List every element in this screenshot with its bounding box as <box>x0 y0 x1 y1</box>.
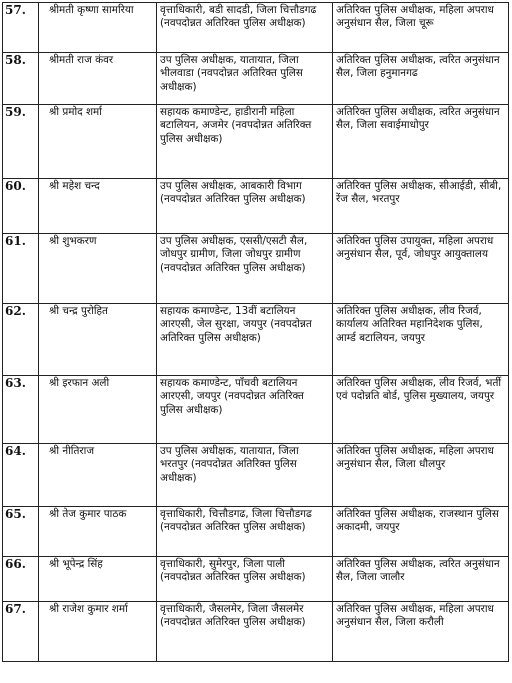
row-number: 59. <box>3 105 39 179</box>
current-posting: वृत्ताधिकारी, सुमेरपुर, जिला पाली (नवपदोन्नत अतिरिक्त पुलिस अधीक्षक) <box>157 557 333 602</box>
current-posting: वृत्ताधिकारी, बडी सादडी, जिला चित्तौडगढ (नवपदोन्नत अतिरिक्त पुलिस अधीक्षक) <box>157 3 333 53</box>
officer-name: श्री इरफान अली <box>39 376 157 444</box>
row-number: 62. <box>3 304 39 376</box>
new-posting: अतिरिक्त पुलिस अधीक्षक, लीव रिजर्व, कार्यालय अतिरिक्त महानिदेशक पुलिस, आर्म्ड बटालियन, जयपुर <box>333 304 509 376</box>
current-posting: सहायक कमाण्डेन्ट, पाँचवी बटालियन आरएसी, जयपुर (नवपदोन्नत अतिरिक्त पुलिस अधीक्षक) <box>157 376 333 444</box>
officer-name: श्रीमती राज कंवर <box>39 53 157 105</box>
row-number: 57. <box>3 3 39 53</box>
table-row <box>3 105 509 179</box>
table-row <box>3 179 509 234</box>
current-posting: वृत्ताधिकारी, जैसलमेर, जिला जैसलमेर (नवपदोन्नत अतिरिक्त पुलिस अधीक्षक) <box>157 602 333 662</box>
row-number: 66. <box>3 557 39 602</box>
new-posting: अतिरिक्त पुलिस अधीक्षक, महिला अपराध अनुसंधान सैल, जिला चूरू <box>333 3 509 53</box>
current-posting: उप पुलिस अधीक्षक, आबकारी विभाग (नवपदोन्नत अतिरिक्त पुलिस अधीक्षक) <box>157 179 333 234</box>
officer-name: श्रीमती कृष्णा सामरिया <box>39 3 157 53</box>
current-posting: सहायक कमाण्डेन्ट, हाडीरानी महिला बटालियन, अजमेर (नवपदोन्नत अतिरिक्त पुलिस अधीक्षक) <box>157 105 333 179</box>
table-row <box>3 234 509 304</box>
row-number: 58. <box>3 53 39 105</box>
new-posting: अतिरिक्त पुलिस अधीक्षक, सीआईडी, सीबी, रेंज सैल, भरतपुर <box>333 179 509 234</box>
new-posting: अतिरिक्त पुलिस अधीक्षक, लीव रिजर्व, भर्ती एवं पदोन्नति बोर्ड, पुलिस मुख्यालय, जयपुर <box>333 376 509 444</box>
table-row <box>3 3 509 53</box>
new-posting: अतिरिक्त पुलिस अधीक्षक, त्वरित अनुसंधान सैल, जिला हनुमानगढ <box>333 53 509 105</box>
table-row <box>3 444 509 507</box>
new-posting: अतिरिक्त पुलिस अधीक्षक, राजस्थान पुलिस अकादमी, जयपुर <box>333 507 509 557</box>
officer-name: श्री राजेश कुमार शर्मा <box>39 602 157 662</box>
officer-name: श्री महेश चन्द <box>39 179 157 234</box>
table-row <box>3 304 509 376</box>
row-number: 63. <box>3 376 39 444</box>
officer-name: श्री चन्द्र पुरोहित <box>39 304 157 376</box>
new-posting: अतिरिक्त पुलिस अधीक्षक, महिला अपराध अनुसंधान सैल, जिला धौलपुर <box>333 444 509 507</box>
table-row <box>3 376 509 444</box>
row-number: 67. <box>3 602 39 662</box>
row-number: 61. <box>3 234 39 304</box>
current-posting: उप पुलिस अधीक्षक, एससी/एसटी सैल, जोधपुर ग्रामीण, जिला जोधपुर ग्रामीण (नवपदोन्नत अतिरिक्त पुलिस अधीक्षक) <box>157 234 333 304</box>
row-number: 65. <box>3 507 39 557</box>
table-row <box>3 602 509 662</box>
row-number: 64. <box>3 444 39 507</box>
table-row <box>3 507 509 557</box>
current-posting: सहायक कमाण्डेन्ट, 13वीं बटालियन आरएसी, जेल सुरक्षा, जयपुर (नवपदोन्नत अतिरिक्त पुलिस अधीक्षक) <box>157 304 333 376</box>
officer-name: श्री नीतिराज <box>39 444 157 507</box>
officer-name: श्री तेज कुमार पाठक <box>39 507 157 557</box>
row-number: 60. <box>3 179 39 234</box>
table-row <box>3 53 509 105</box>
current-posting: उप पुलिस अधीक्षक, यातायात, जिला भीलवाडा (नवपदोन्नत अतिरिक्त पुलिस अधीक्षक) <box>157 53 333 105</box>
transfer-list-table <box>2 2 509 662</box>
officer-name: श्री भूपेन्द्र सिंह <box>39 557 157 602</box>
table-row <box>3 557 509 602</box>
new-posting: अतिरिक्त पुलिस अधीक्षक, महिला अपराध अनुसंधान सैल, जिला करौली <box>333 602 509 662</box>
new-posting: अतिरिक्त पुलिस उपायुक्त, महिला अपराध अनुसंधान सैल, पूर्व, जोधपुर आयुक्तालय <box>333 234 509 304</box>
new-posting: अतिरिक्त पुलिस अधीक्षक, त्वरित अनुसंधान सैल, जिला जालौर <box>333 557 509 602</box>
current-posting: वृत्ताधिकारी, चित्तौडगढ, जिला चित्तौडगढ (नवपदोन्नत अतिरिक्त पुलिस अधीक्षक) <box>157 507 333 557</box>
officer-name: श्री प्रमोद शर्मा <box>39 105 157 179</box>
current-posting: उप पुलिस अधीक्षक, यातायात, जिला भरतपुर (नवपदोन्नत अतिरिक्त पुलिस अधीक्षक) <box>157 444 333 507</box>
officer-name: श्री शुभकरण <box>39 234 157 304</box>
new-posting: अतिरिक्त पुलिस अधीक्षक, त्वरित अनुसंधान सैल, जिला सवाईमाधोपुर <box>333 105 509 179</box>
